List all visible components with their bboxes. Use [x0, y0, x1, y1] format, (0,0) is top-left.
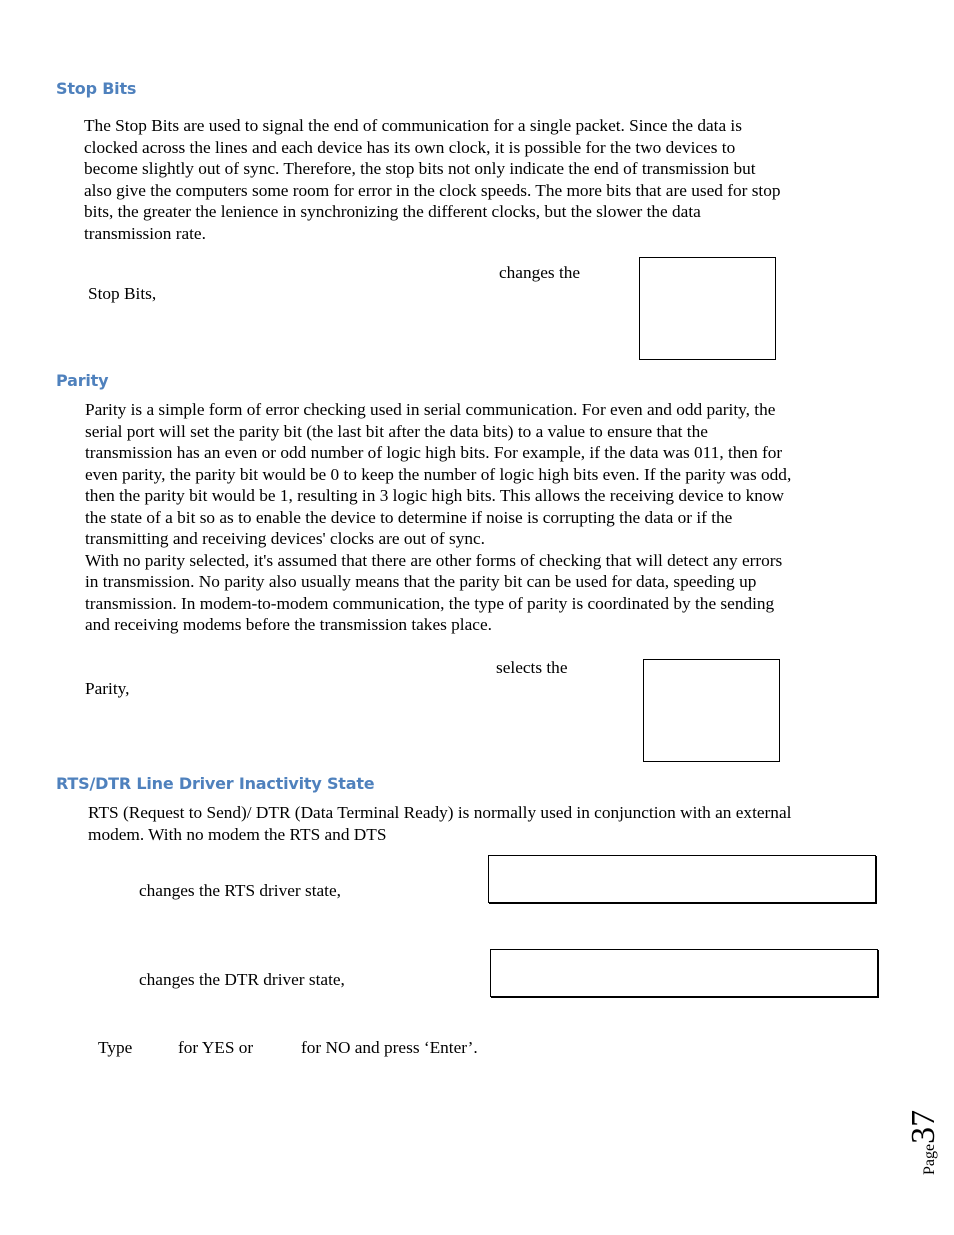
stop-bits-instruction-right: changes the — [499, 263, 581, 282]
rts-dtr-paragraph — [88, 802, 791, 845]
dtr-image-frame — [490, 949, 878, 997]
stop-bits-paragraph — [84, 115, 781, 244]
paragraph-line: then the parity bit would be 1, resulting in 3 logic high bits. This allows the receiving device to know — [85, 486, 784, 505]
paragraph-line: With no parity selected, it's assumed that there are other forms of checking that will detect any errors — [85, 550, 783, 570]
parity-heading: Parity — [56, 371, 109, 390]
paragraph-line: serial port will set the parity bit (the last bit after the data bits) to a value to ensure that the — [85, 421, 708, 441]
paragraph-line: transmission. In modem-to-modem communication, the type of parity is coordinated by the sending — [85, 593, 775, 613]
rts-image-frame — [488, 855, 876, 903]
paragraph-line: RTS (Request to Send)/ DTR (Data Terminal Ready) is normally used in conjunction with an external — [88, 803, 792, 822]
page-word: Page — [921, 1143, 938, 1175]
paragraph-line: bits, the greater the lenience in synchronizing the different clocks, but the slower the data — [84, 202, 701, 221]
type-label: Type — [98, 1038, 133, 1057]
page-digit: 37 — [905, 1109, 942, 1144]
parity-instruction-right: selects the — [496, 658, 568, 677]
yes-label: for YES or — [178, 1038, 254, 1057]
paragraph-line: transmission has an even or odd number of logic high bits. For example, if the data was 011, then for — [85, 443, 783, 462]
rts-driver-label: changes the RTS driver state, — [139, 881, 341, 900]
paragraph-line: modem. With no modem the RTS and DTS — [88, 824, 387, 844]
paragraph-line: even parity, the parity bit would be 0 to keep the number of logic high bits even. If the parity was odd, — [85, 464, 792, 484]
stop-bits-image-frame — [639, 257, 776, 360]
paragraph-line: transmission rate. — [84, 223, 206, 243]
paragraph-line: Parity is a simple form of error checking used in serial communication. For even and odd parity, the — [85, 400, 776, 419]
parity-image-frame — [643, 659, 780, 762]
paragraph-line: become slightly out of sync. Therefore, the stop bits not only indicate the end of transmission but — [84, 159, 756, 178]
paragraph-line: in transmission. No parity also usually means that the parity bit can be used for data, speeding up — [85, 572, 757, 591]
paragraph-line: the state of a bit so as to enable the device to determine if noise is corrupting the data or if the — [85, 507, 733, 527]
paragraph-line: and receiving modems before the transmission takes place. — [85, 615, 492, 634]
page-number — [905, 1110, 943, 1175]
stop-bits-heading: Stop Bits — [56, 79, 137, 98]
paragraph-line: The Stop Bits are used to signal the end of communication for a single packet. Since the data is — [84, 116, 742, 135]
rts-dtr-heading: RTS/DTR Line Driver Inactivity State — [56, 774, 375, 793]
dtr-driver-label: changes the DTR driver state, — [139, 970, 345, 989]
no-label: for NO and press ‘Enter’. — [301, 1038, 478, 1057]
parity-paragraph — [85, 399, 791, 636]
paragraph-line: transmitting and receiving devices' clocks are out of sync. — [85, 529, 485, 548]
paragraph-line: also give the computers some room for error in the clock speeds. The more bits that are used for stop — [84, 180, 781, 200]
paragraph-line: clocked across the lines and each device has its own clock, it is possible for the two devices to — [84, 137, 736, 157]
parity-instruction-left: Parity, — [85, 679, 130, 698]
stop-bits-instruction-left: Stop Bits, — [88, 284, 157, 303]
